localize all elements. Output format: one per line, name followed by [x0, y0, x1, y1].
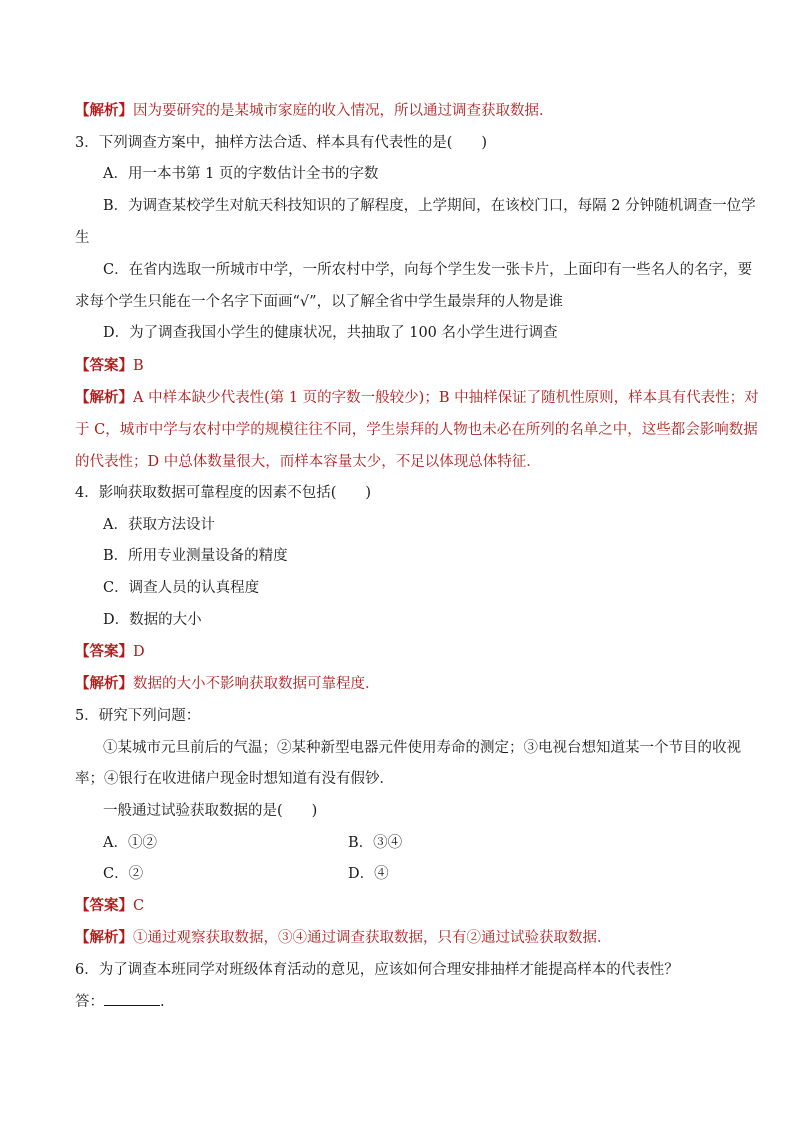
analysis-label: 【解析】 [75, 390, 133, 406]
answer-label: 【答案】 [75, 644, 133, 660]
q4-stem: 4．影响获取数据可靠程度的因素不包括( ) [75, 485, 372, 501]
q3-option-d: D．为了调查我国小学生的健康状况，共抽取了 100 名小学生进行调查 [103, 325, 558, 341]
q5-body-line2: 率；④银行在收进储户现金时想知道有没有假钞． [75, 771, 394, 787]
q5-analysis [75, 928, 612, 948]
q4-option-b: B．所用专业测量设备的精度 [103, 548, 288, 564]
analysis-label: 【解析】 [75, 930, 133, 946]
q5-answer [75, 896, 144, 916]
q3-option-a: A．用一本书第 1 页的字数估计全书的字数 [103, 166, 379, 182]
q4-option-a: A．获取方法设计 [103, 517, 215, 533]
q3-analysis-line2: 于 C，城市中学与农村中学的规模往往不同，学生崇拜的人物也未必在所列的名单之中，这些都会影响数据 [75, 422, 758, 438]
q3-option-b-line1: B．为调查某校学生对航天科技知识的了解程度，上学期间，在该校门口，每隔 2 分钟随机调查一位学 [103, 198, 756, 214]
analysis-label: 【解析】 [75, 676, 133, 692]
q5-body-line1: ①某城市元旦前后的气温；②某种新型电器元件使用寿命的测定；③电视台想知道某一个节目的收视 [103, 740, 741, 756]
answer-text: B [133, 358, 144, 374]
q6-stem: 6．为了调查本班同学对班级体育活动的意见，应该如何合理安排抽样才能提高样本的代表性？ [75, 962, 679, 978]
q5-question: 一般通过试验获取数据的是( ) [103, 803, 318, 819]
q4-option-c: C．调查人员的认真程度 [103, 580, 260, 596]
q3-answer [75, 356, 144, 376]
analysis-text: ①通过观察获取数据，③④通过调查获取数据，只有②通过试验获取数据． [133, 930, 612, 946]
q5-option-c: C．② [103, 866, 144, 882]
q4-answer [75, 642, 145, 662]
analysis-text: A 中样本缺少代表性(第 1 页的字数一般较少)；B 中抽样保证了随机性原则，样本具有代表性；对 [133, 390, 759, 406]
q5-option-a: A．①② [103, 835, 157, 851]
answer-text: D [133, 644, 145, 660]
answer-suffix: . [160, 994, 165, 1010]
q5-option-b: B．③④ [348, 835, 403, 851]
q4-analysis [75, 674, 380, 694]
q3-option-c-line2: 求每个学生只能在一个名字下面画“√”，以了解全省中学生最崇拜的人物是谁 [75, 294, 564, 310]
answer-label: 【答案】 [75, 898, 133, 914]
answer-label: 【答案】 [75, 358, 133, 374]
answer-text: C [133, 898, 145, 914]
q3-stem: 3．下列调查方案中，抽样方法合适、样本具有代表性的是( ) [75, 135, 488, 151]
q3-option-b-line2: 生 [75, 230, 90, 246]
q6-answer-line [75, 991, 165, 1012]
q3-analysis-line3: 的代表性；D 中总体数量很大，而样本容量太少，不足以体现总体特征． [75, 454, 541, 470]
q5-stem: 5．研究下列问题： [75, 708, 201, 724]
q3-option-c-line1: C．在省内选取一所城市中学，一所农村中学，向每个学生发一张卡片，上面印有一些名人的名字，要 [103, 262, 753, 278]
analysis-label: 【解析】 [75, 103, 133, 119]
q4-option-d: D．数据的大小 [103, 612, 202, 628]
q3-analysis-line1 [75, 388, 759, 408]
answer-prefix: 答： [75, 994, 104, 1010]
analysis-text: 因为要研究的是某城市家庭的收入情况，所以通过调查获取数据． [133, 103, 554, 119]
q2-analysis [75, 101, 554, 121]
analysis-text: 数据的大小不影响获取数据可靠程度． [133, 676, 380, 692]
answer-blank[interactable] [104, 991, 160, 1006]
q5-option-d: D．④ [348, 866, 389, 882]
